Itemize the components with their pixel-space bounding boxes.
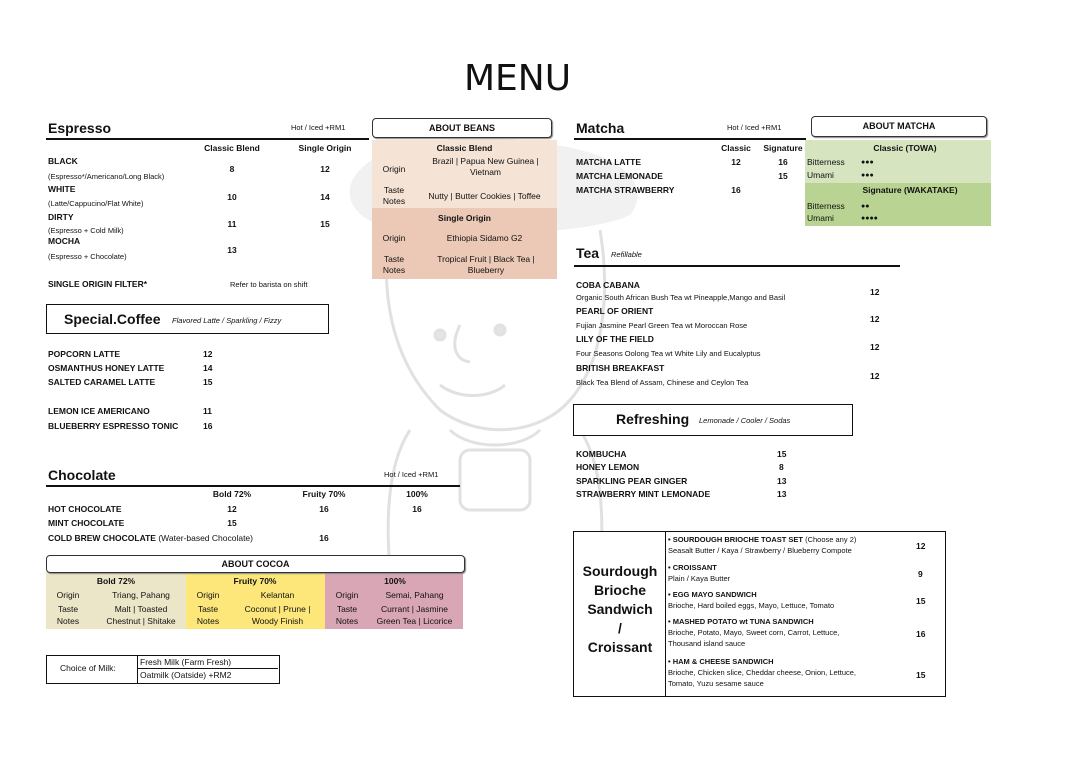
beans-taste-label: Taste (383, 185, 405, 195)
espresso-item-price-classic: 13 (227, 245, 237, 255)
cocoa-origin-label: Origin (196, 590, 220, 600)
matcha-item-price-signature: 16 (778, 157, 788, 167)
sandwich-title (575, 562, 665, 657)
matcha-umami-label: Umami (807, 170, 834, 180)
sandwich-item-name: • SOURDOUGH BRIOCHE TOAST SET (668, 535, 803, 544)
cocoa-bold-taste-1: Malt | Toasted (114, 604, 168, 614)
tea-item-price: 12 (870, 342, 880, 352)
sandwich-item-price: 12 (916, 541, 926, 551)
matcha-item-price-classic: 12 (731, 157, 741, 167)
sandwich-item-price: 16 (916, 629, 926, 639)
refreshing-item-name: KOMBUCHA (576, 449, 627, 459)
sandwich-item-price: 15 (916, 670, 926, 680)
special-item-name: POPCORN LATTE (48, 349, 121, 359)
espresso-item-price-single: 12 (320, 164, 330, 174)
espresso-item-name: DIRTY (48, 212, 74, 222)
cocoa-notes-label: Notes (335, 616, 359, 626)
refreshing-item-name: HONEY LEMON (576, 462, 640, 472)
cocoa-100-taste-1: Currant | Jasmine (381, 604, 448, 614)
refreshing-item-price: 13 (777, 476, 787, 486)
tea-item-name: COBA CABANA (576, 280, 640, 290)
espresso-item-price-classic: 11 (227, 219, 237, 229)
sandwich-item-desc: Thousand island sauce (668, 639, 746, 648)
sandwich-item-name: • CROISSANT (668, 563, 717, 572)
cocoa-fruity-taste-2: Woody Finish (251, 616, 304, 626)
cocoa-taste-label: Taste (197, 604, 219, 614)
chocolate-header: Chocolate (48, 467, 116, 483)
espresso-item-name: MOCHA (48, 236, 81, 246)
matcha-signature-title: Signature (WAKATAKE) (862, 185, 958, 195)
matcha-col-classic: Classic (721, 143, 751, 153)
matcha-note: Hot / Iced +RM1 (727, 123, 782, 132)
sandwich-item-desc: Brioche, Hard boiled eggs, Mayo, Lettuce, Tomato (668, 601, 835, 610)
chocolate-col-fruity: Fruity 70% (302, 489, 346, 499)
beans-single-title: Single Origin (438, 213, 491, 223)
tea-item-name: BRITISH BREAKFAST (576, 363, 665, 373)
chocolate-divider (46, 485, 460, 487)
about-cocoa-tab[interactable]: ABOUT COCOA (46, 555, 465, 573)
matcha-item-name: MATCHA LEMONADE (576, 171, 663, 181)
chocolate-col-bold: Bold 72% (212, 489, 252, 499)
special-item-price: 16 (203, 421, 213, 431)
chocolate-item-price: 12 (227, 504, 237, 514)
refreshing-item-name: SPARKLING PEAR GINGER (576, 476, 688, 486)
cocoa-notes-label: Notes (196, 616, 220, 626)
beans-notes-label: Notes (382, 196, 406, 206)
tea-header: Tea (576, 245, 600, 261)
sandwich-item-desc: Seasalt Butter / Kaya / Strawberry / Blueberry Compote (668, 546, 852, 555)
matcha-classic-title: Classic (TOWA) (873, 143, 937, 153)
refreshing-item-price: 8 (779, 462, 784, 472)
about-matcha-tab[interactable]: ABOUT MATCHA (811, 116, 987, 137)
cocoa-fruity-origin: Kelantan (260, 590, 295, 600)
chocolate-item-price: 16 (319, 504, 329, 514)
matcha-divider (574, 138, 806, 140)
refreshing-subtitle: Lemonade / Cooler / Sodas (699, 416, 791, 425)
chocolate-item-price: 15 (227, 518, 237, 528)
tea-item-name: LILY OF THE FIELD (576, 334, 654, 344)
milk-underline (138, 668, 278, 669)
matcha-signature-umami: ●●●● (861, 215, 878, 222)
special-item-name: SALTED CARAMEL LATTE (48, 377, 156, 387)
chocolate-item-row (48, 533, 253, 544)
milk-label: Choice of Milk: (60, 663, 116, 673)
cocoa-100-origin: Semai, Pahang (385, 590, 444, 600)
beans-origin-label: Origin (382, 233, 406, 243)
espresso-item-desc: (Espresso + Chocolate) (48, 252, 127, 261)
sandwich-title-line: / (618, 620, 622, 636)
sandwich-item-name: • HAM & CHEESE SANDWICH (668, 657, 774, 666)
espresso-item-desc: (Espresso + Cold Milk) (48, 226, 124, 235)
tea-item-price: 12 (870, 371, 880, 381)
sandwich-item (668, 616, 839, 649)
special-item-price: 11 (203, 406, 212, 416)
matcha-bitterness-label: Bitterness (807, 157, 845, 167)
sandwich-title-line: Brioche (593, 582, 647, 598)
sandwich-item (668, 656, 856, 689)
cocoa-fruity-taste-1: Coconut | Prune | (244, 604, 311, 614)
espresso-item-price-single: 14 (320, 192, 330, 202)
beans-single-origin: Ethiopia Sidamo G2 (446, 233, 523, 243)
espresso-note: Hot / Iced +RM1 (291, 123, 346, 132)
espresso-col-classic: Classic Blend (204, 143, 260, 153)
tea-subtitle: Refillable (611, 250, 642, 259)
matcha-col-signature: Signature (763, 143, 803, 153)
espresso-item-name: WHITE (48, 184, 76, 194)
matcha-signature-bitterness: ●● (861, 203, 870, 210)
chocolate-item-name: HOT CHOCOLATE (48, 504, 122, 514)
matcha-item-name: MATCHA LATTE (576, 157, 641, 167)
tea-item-desc: Black Tea Blend of Assam, Chinese and Ceylon Tea (576, 378, 749, 387)
sandwich-title-line: Sourdough (582, 563, 658, 579)
sandwich-item-name: • EGG MAYO SANDWICH (668, 590, 757, 599)
espresso-item-price-single: 15 (320, 219, 330, 229)
refreshing-item-price: 15 (777, 449, 787, 459)
espresso-item-price-classic: 8 (229, 164, 235, 174)
beans-single-taste: Tropical Fruit | Black Tea | Blueberry (437, 254, 535, 275)
special-item-name: BLUEBERRY ESPRESSO TONIC (48, 421, 179, 431)
refreshing-title: Refreshing (616, 411, 690, 427)
chocolate-item-price: 16 (412, 504, 422, 514)
beans-notes-label: Notes (382, 265, 406, 275)
chocolate-item-name: MINT CHOCOLATE (48, 518, 125, 528)
cocoa-100-title: 100% (384, 576, 406, 586)
cocoa-bold-origin: Triang, Pahang (112, 590, 170, 600)
tea-item-desc: Four Seasons Oolong Tea wt White Lily and Eucalyptus (576, 349, 761, 358)
milk-option-oat: Oatmilk (Oatside) +RM2 (140, 670, 232, 680)
chocolate-item-suffix: (Water-based Chocolate) (155, 533, 253, 543)
espresso-item-desc: (Espresso*/Americano/Long Black) (48, 172, 165, 181)
espresso-item-name: BLACK (48, 156, 78, 166)
sandwich-item (668, 589, 834, 611)
cocoa-bold-taste-2: Chestnut | Shitake (106, 616, 176, 626)
sandwich-item (668, 534, 856, 556)
tea-item-name: PEARL OF ORIENT (576, 306, 654, 316)
tea-item-desc: Fujian Jasmine Pearl Green Tea wt Moroccan Rose (576, 321, 748, 330)
sandwich-title-line: Sandwich (587, 601, 653, 617)
espresso-header: Espresso (48, 120, 112, 136)
sandwich-item-desc: Brioche, Chicken slice, Cheddar cheese, Onion, Lettuce, (668, 668, 857, 677)
matcha-classic-umami: ●●● (861, 172, 874, 179)
cocoa-bold-title: Bold 72% (96, 576, 136, 586)
beans-classic-taste: Nutty | Butter Cookies | Toffee (428, 191, 541, 201)
milk-option-fresh: Fresh Milk (Farm Fresh) (140, 657, 232, 667)
matcha-item-price-classic: 16 (731, 185, 741, 195)
sandwich-title-line: Croissant (587, 639, 653, 655)
special-coffee-subtitle: Flavored Latte / Sparkling / Fizzy (172, 316, 282, 325)
espresso-item-price-classic: 10 (227, 192, 237, 202)
special-coffee-title: Special.Coffee (64, 311, 161, 327)
chocolate-item-name: COLD BREW CHOCOLATE (48, 533, 156, 543)
chocolate-note: Hot / Iced +RM1 (384, 470, 439, 479)
sandwich-item-price: 15 (916, 596, 926, 606)
cocoa-taste-label: Taste (57, 604, 79, 614)
beans-classic-origin: Brazil | Papua New Guinea | Vietnam (432, 156, 539, 177)
chocolate-item-price: 16 (319, 533, 329, 543)
cocoa-100-taste-2: Green Tea | Licorice (376, 616, 453, 626)
matcha-header: Matcha (576, 120, 625, 136)
special-item-price: 12 (203, 349, 213, 359)
sandwich-item (668, 562, 730, 584)
refreshing-item-name: STRAWBERRY MINT LEMONADE (576, 489, 711, 499)
menu-title: MENU (463, 58, 572, 99)
matcha-item-price-signature: 15 (778, 171, 788, 181)
tea-item-price: 12 (870, 287, 880, 297)
special-item-price: 14 (203, 363, 213, 373)
chocolate-col-100: 100% (406, 489, 428, 499)
special-item-price: 15 (203, 377, 213, 387)
espresso-divider (46, 138, 369, 140)
sandwich-item-name: • MASHED POTATO wt TUNA SANDWICH (668, 617, 814, 626)
espresso-item-desc: (Latte/Cappucino/Flat White) (48, 199, 144, 208)
special-item-name: OSMANTHUS HONEY LATTE (48, 363, 165, 373)
sandwich-item-desc: Tomato, Yuzu sesame sauce (668, 679, 764, 688)
tea-divider (574, 265, 900, 267)
sandwich-item-price: 9 (918, 569, 923, 579)
cocoa-origin-label: Origin (56, 590, 80, 600)
beans-origin-label: Origin (382, 164, 406, 174)
sandwich-box-divider (665, 531, 666, 697)
tea-item-desc: Organic South African Bush Tea wt Pineapple,Mango and Basil (576, 293, 786, 302)
matcha-umami-label: Umami (807, 213, 834, 223)
beans-classic-title: Classic Blend (436, 143, 493, 153)
matcha-classic-bitterness: ●●● (861, 159, 874, 166)
sandwich-item-desc: Brioche, Potato, Mayo, Sweet corn, Carrot, Lettuce, (668, 628, 840, 637)
about-beans-tab[interactable]: ABOUT BEANS (372, 118, 552, 138)
beans-taste-label: Taste (383, 254, 405, 264)
matcha-item-name: MATCHA STRAWBERRY (576, 185, 675, 195)
refreshing-item-price: 13 (777, 489, 787, 499)
cocoa-origin-label: Origin (335, 590, 359, 600)
tea-item-price: 12 (870, 314, 880, 324)
espresso-col-single: Single Origin (298, 143, 352, 153)
sandwich-item-desc: Plain / Kaya Butter (668, 574, 731, 583)
cocoa-fruity-title: Fruity 70% (233, 576, 277, 586)
single-origin-filter-note: Refer to barista on shift (230, 280, 308, 289)
single-origin-filter: SINGLE ORIGIN FILTER* (48, 279, 148, 289)
matcha-bitterness-label: Bitterness (807, 201, 845, 211)
milk-divider (137, 655, 138, 684)
sandwich-item-suffix: (Choose any 2) (803, 535, 857, 544)
cocoa-notes-label: Notes (56, 616, 80, 626)
special-item-name: LEMON ICE AMERICANO (48, 406, 150, 416)
cocoa-taste-label: Taste (336, 604, 358, 614)
